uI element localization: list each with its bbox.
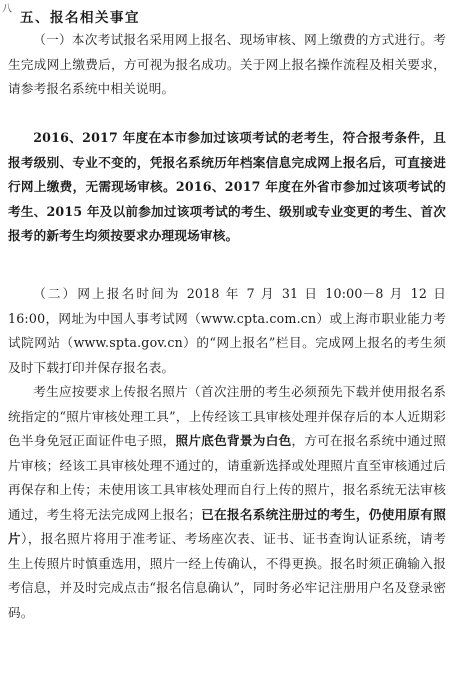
photo-text-part-c: ，方可在报名系统中通过照片审核；经该工具审核处理不通过的，请重新选择或处理照片直至审核通过后再保存和上传；未使用该工具审核处理而自行上传的照片，报名系统无法审核通过，考生将无法完成网上报名； bbox=[8, 433, 446, 522]
paragraph-photo-requirements bbox=[8, 380, 446, 625]
registered-use-original-photo: 已在报名系统注册过的考生，仍使用原有照片 bbox=[8, 506, 446, 546]
photo-text-part-a: 考生应按要求上传报名照片（首次注册的考生必须预先下载并使用报名系统指定的“照片审核处理工具”，上传经该工具审核处理并保存后的本人近期彩色半身免冠正面证件电子照， bbox=[8, 384, 446, 448]
photo-text-part-e: ），报名照片将用于准考证、考场座次表、证书、证书查询认证系统，请考生上传照片时慎重选用，照片一经上传确认，不得更换。报名时须正确输入报考信息，并及时完成点击“报名信息确认”，同时务必牢记注册用户名及登录密码。 bbox=[8, 531, 446, 620]
corner-mark: 八 bbox=[2, 4, 12, 15]
paragraph-registration-time: （二）网上报名时间为 2018 年 7 月 31 日 10:00－8 月 12 日 16:00，网址为中国人事考试网（www.cpta.com.cn）或上海市职业能力考试院网站（www.spta.gov.cn）的“网上报名”栏目。完成网上报名的考生须及时下载打印并保存报名表。 bbox=[8, 286, 446, 375]
paragraph-returning-candidates: 2016、2017 年度在本市参加过该项考试的老考生，符合报考条件，且报考级别、专业不变的，凭报名系统历年档案信息完成网上报名后，可直接进行网上缴费，无需现场审核。2016、2017 年度在外省市参加过该项考试的考生、2015 年及以前参加过该项考试的考生、级别或专业变更的考生、首次报考的新考生均须按要求办理现场审核。 bbox=[8, 130, 446, 243]
section-heading: 五、报名相关事宜 bbox=[20, 10, 140, 26]
paragraph-registration-method: （一）本次考试报名采用网上报名、现场审核、网上缴费的方式进行。考生完成网上缴费后，方可视为报名成功。关于网上报名操作流程及相关要求，请参考报名系统中相关说明。 bbox=[8, 32, 446, 96]
photo-background-white: 照片底色背景为白色 bbox=[175, 433, 292, 448]
